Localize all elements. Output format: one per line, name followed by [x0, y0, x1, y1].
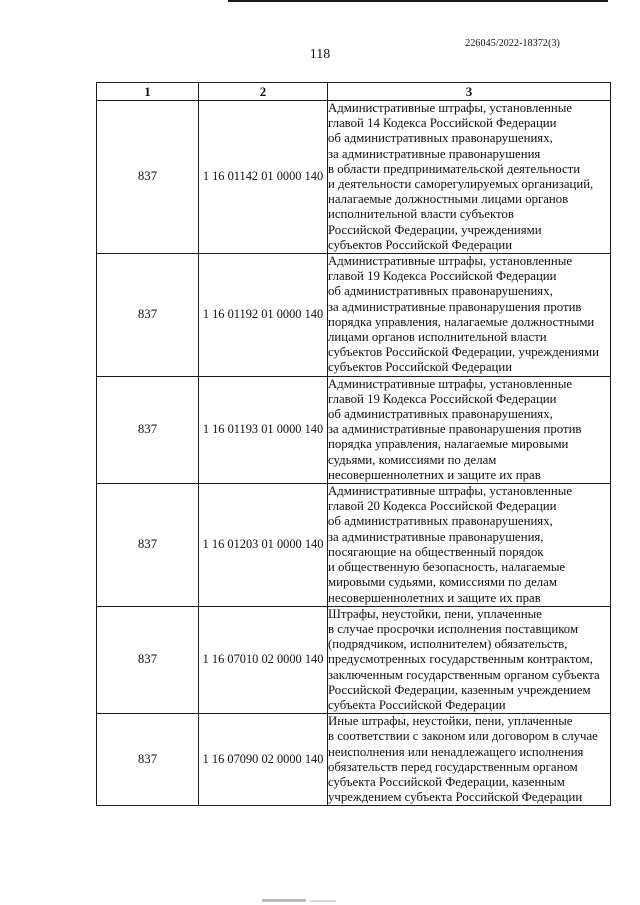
description-line: субъектов Российской Федерации, учреждениями: [328, 345, 599, 360]
header-col-2: 2: [199, 83, 328, 101]
admin-code-cell: 837: [97, 606, 199, 713]
scan-artifact: [310, 900, 336, 902]
description-line: главой 19 Кодекса Российской Федерации: [328, 391, 557, 406]
description-line: заключенным государственным органом субъекта: [328, 667, 600, 682]
description-line: несовершеннолетних и защите их прав: [328, 467, 541, 482]
description-cell: [328, 484, 611, 607]
description-line: лицами органов исполнительной власти: [328, 330, 547, 345]
budget-codes-table: [96, 82, 611, 806]
description-line: в случае просрочки исполнения поставщиком: [328, 621, 579, 636]
description-line: исполнительной власти субъектов: [328, 207, 514, 222]
description-line: Административные штрафы, установленные: [328, 484, 573, 499]
description-line: предусмотренных государственным контрактом,: [328, 652, 593, 667]
description-line: в соответствии с законом или договором в случае: [328, 729, 598, 744]
description-line: субъектов Российской Федерации: [328, 237, 513, 252]
description-line: за административные правонарушения: [328, 146, 541, 161]
description-line: неисполнения или ненадлежащего исполнения: [328, 744, 584, 759]
top-rule: [228, 0, 608, 2]
page-number: 118: [309, 47, 331, 62]
description-line: Российской Федерации, учреждениями: [328, 222, 542, 237]
description-line: порядка управления, налагаемые мировыми: [328, 437, 569, 452]
description-line: Российской Федерации, казенным учреждением: [328, 682, 591, 697]
budget-code-cell: 1 16 01142 01 0000 140: [199, 101, 328, 254]
description-line: Иные штрафы, неустойки, пени, уплаченные: [328, 714, 573, 729]
table-row: [97, 101, 611, 254]
description-line: субъекта Российской Федерации: [328, 697, 506, 712]
header-col-3: 3: [328, 83, 611, 101]
table-row: [97, 606, 611, 713]
description-line: Административные штрафы, установленные: [328, 101, 573, 115]
document-number: 226045/2022-18372(3): [465, 38, 560, 49]
admin-code-cell: 837: [97, 254, 199, 377]
description-line: (подрядчиком, исполнителем) обязательств,: [328, 637, 568, 652]
header-col-1: 1: [97, 83, 199, 101]
description-cell: [328, 606, 611, 713]
description-line: порядка управления, налагаемые должностными: [328, 314, 595, 329]
table-header-row: [97, 83, 611, 101]
description-line: Административные штрафы, установленные: [328, 376, 573, 391]
description-line: Административные штрафы, установленные: [328, 254, 573, 269]
description-line: обязательств перед государственным органом: [328, 759, 578, 774]
description-line: несовершеннолетних и защите их прав: [328, 590, 541, 605]
description-cell: [328, 101, 611, 254]
description-cell: [328, 714, 611, 806]
description-line: за административные правонарушения против: [328, 422, 582, 437]
description-line: об административных правонарушениях,: [328, 514, 553, 529]
description-line: налагаемые должностными лицами органов: [328, 192, 569, 207]
admin-code-cell: 837: [97, 376, 199, 483]
description-cell: [328, 376, 611, 483]
budget-code-cell: 1 16 01193 01 0000 140: [199, 376, 328, 483]
budget-code-cell: 1 16 01203 01 0000 140: [199, 484, 328, 607]
description-line: об административных правонарушениях,: [328, 407, 553, 422]
description-line: и общественную безопасность, налагаемые: [328, 560, 566, 575]
table-row: [97, 484, 611, 607]
description-line: главой 14 Кодекса Российской Федерации: [328, 116, 557, 131]
description-line: мировыми судьями, комиссиями по делам: [328, 575, 557, 590]
description-line: об административных правонарушениях,: [328, 131, 553, 146]
description-line: главой 20 Кодекса Российской Федерации: [328, 499, 557, 514]
description-line: за административные правонарушения,: [328, 529, 544, 544]
description-line: субъектов Российской Федерации: [328, 360, 513, 375]
description-line: учреждением субъекта Российской Федерации: [328, 790, 583, 805]
description-cell: [328, 254, 611, 377]
description-line: в области предпринимательской деятельности: [328, 161, 581, 176]
description-line: судьями, комиссиями по делам: [328, 452, 497, 467]
description-line: главой 19 Кодекса Российской Федерации: [328, 269, 557, 284]
budget-code-cell: 1 16 07090 02 0000 140: [199, 714, 328, 806]
description-line: об административных правонарушениях,: [328, 284, 553, 299]
budget-code-cell: 1 16 01192 01 0000 140: [199, 254, 328, 377]
table-row: [97, 254, 611, 377]
description-line: посягающие на общественный порядок: [328, 544, 544, 559]
admin-code-cell: 837: [97, 714, 199, 806]
admin-code-cell: 837: [97, 484, 199, 607]
table-row: [97, 714, 611, 806]
description-line: Штрафы, неустойки, пени, уплаченные: [328, 606, 542, 621]
scan-artifact: [262, 899, 306, 902]
budget-code-cell: 1 16 07010 02 0000 140: [199, 606, 328, 713]
description-line: и деятельности саморегулируемых организаций,: [328, 177, 594, 192]
description-line: субъекта Российской Федерации, казенным: [328, 774, 565, 789]
admin-code-cell: 837: [97, 101, 199, 254]
table-row: [97, 376, 611, 483]
description-line: за административные правонарушения против: [328, 299, 582, 314]
